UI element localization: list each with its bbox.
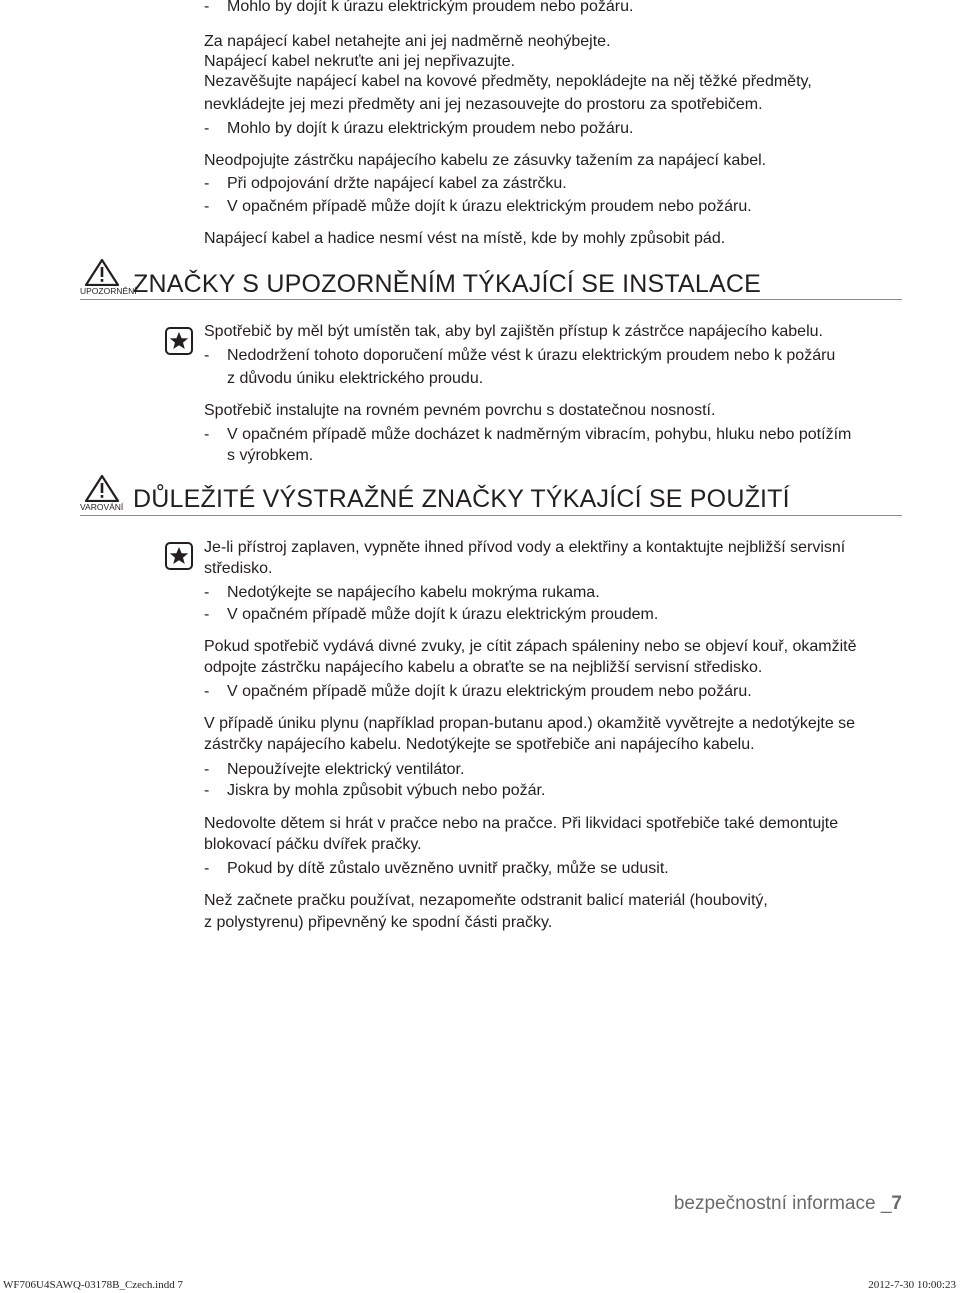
paragraph-line: Napájecí kabel a hadice nesmí vést na místě, kde by mohly způsobit pád. <box>204 230 726 247</box>
paragraph-line: Nezavěšujte napájecí kabel na kovové předměty, nepokládejte na něj těžké předměty, <box>204 73 812 90</box>
paragraph-line: nevkládejte jej mezi předměty ani jej nezasouvejte do prostoru za spotřebičem. <box>204 96 763 113</box>
bullet-text: Nedodržení tohoto doporučení může vést k úrazu elektrickým proudem nebo k požáru <box>227 347 836 364</box>
bullet-dash: - <box>204 347 210 364</box>
paragraph-line: Je-li přístroj zaplaven, vypněte ihned přívod vody a elektřiny a kontaktujte nejbližší servisní <box>204 539 846 556</box>
bullet-dash: - <box>204 0 210 15</box>
section-name: bezpečnostní informace _ <box>673 1193 892 1214</box>
paragraph-line: Napájecí kabel nekruťte ani jej nepřivazujte. <box>204 53 516 70</box>
bullet-dash: - <box>204 606 210 623</box>
bullet-text: V opačném případě může dojít k úrazu elektrickým proudem. <box>227 606 659 623</box>
bullet-text: Jiskra by mohla způsobit výbuch nebo požár. <box>227 782 546 799</box>
bullet-text: Nedotýkejte se napájecího kabelu mokrýma rukama. <box>227 584 600 601</box>
warning-label: VAROVÁNÍ <box>80 502 124 512</box>
section-heading: DŮLEŽITÉ VÝSTRAŽNÉ ZNAČKY TÝKAJÍCÍ SE POUŽITÍ <box>133 485 790 513</box>
paragraph-line: V případě úniku plynu (například propan-butanu apod.) okamžitě vyvětrejte a nedotýkejte se <box>204 715 856 732</box>
heading-rule <box>80 299 902 300</box>
paragraph-line: Než začnete pračku používat, nezapomeňte odstranit balicí materiál (houbovitý, <box>204 892 768 909</box>
paragraph-line: Nedovolte dětem si hrát v pračce nebo na pračce. Při likvidaci spotřebiče také demontujte <box>204 815 839 832</box>
bullet-dash: - <box>204 860 210 877</box>
paragraph-line: blokovací páčku dvířek pračky. <box>204 836 422 853</box>
warning-triangle-icon <box>84 258 120 286</box>
paragraph-line: Za napájecí kabel netahejte ani jej nadměrně neohýbejte. <box>204 33 611 50</box>
caution-label: UPOZORNĚNÍ <box>80 286 137 296</box>
bullet-text: V opačném případě může docházet k nadměrným vibracím, pohybu, hluku nebo potížím <box>227 426 852 443</box>
bullet-text: s výrobkem. <box>227 447 314 464</box>
bullet-dash: - <box>204 683 210 700</box>
section-heading: ZNAČKY S UPOZORNĚNÍM TÝKAJÍCÍ SE INSTALACE <box>133 270 761 298</box>
paragraph-line: odpojte zástrčku napájecího kabelu a obraťte se na nejbližší servisní středisko. <box>204 659 763 676</box>
paragraph-line: Spotřebič instalujte na rovném pevném povrchu s dostatečnou nosností. <box>204 402 716 419</box>
heading-rule <box>80 515 902 516</box>
paragraph-line: z polystyrenu) připevněný ke spodní části pračky. <box>204 914 553 931</box>
print-timestamp: 2012-7-30 10:00:23 <box>868 1279 956 1291</box>
star-icon <box>165 327 193 355</box>
warning-triangle-icon <box>84 474 120 502</box>
bullet-dash: - <box>204 120 210 137</box>
bullet-text: Mohlo by dojít k úrazu elektrickým proudem nebo požáru. <box>227 0 634 15</box>
bullet-text: Pokud by dítě zůstalo uvězněno uvnitř pračky, může se udusit. <box>227 860 669 877</box>
bullet-text: V opačném případě může dojít k úrazu elektrickým proudem nebo požáru. <box>227 683 752 700</box>
paragraph-line: Spotřebič by měl být umístěn tak, aby byl zajištěn přístup k zástrčce napájecího kabelu. <box>204 323 823 340</box>
bullet-text: V opačném případě může dojít k úrazu elektrickým proudem nebo požáru. <box>227 198 752 215</box>
bullet-dash: - <box>204 175 210 192</box>
bullet-text: Při odpojování držte napájecí kabel za zástrčku. <box>227 175 567 192</box>
paragraph-line: zástrčky napájecího kabelu. Nedotýkejte se spotřebiče ani napájecího kabelu. <box>204 736 755 753</box>
print-file-name: WF706U4SAWQ-03178B_Czech.indd 7 <box>3 1279 183 1291</box>
bullet-dash: - <box>204 426 210 443</box>
bullet-text: Mohlo by dojít k úrazu elektrickým proudem nebo požáru. <box>227 120 634 137</box>
page-footer <box>674 1193 902 1215</box>
bullet-dash: - <box>204 584 210 601</box>
page-number: 7 <box>891 1193 902 1214</box>
star-icon <box>165 542 193 570</box>
paragraph-line: Pokud spotřebič vydává divné zvuky, je cítit zápach spáleniny nebo se objeví kouř, okamžitě <box>204 638 857 655</box>
bullet-dash: - <box>204 782 210 799</box>
bullet-dash: - <box>204 198 210 215</box>
paragraph-line: Neodpojujte zástrčku napájecího kabelu ze zásuvky tažením za napájecí kabel. <box>204 152 767 169</box>
bullet-dash: - <box>204 761 210 778</box>
bullet-text: Nepoužívejte elektrický ventilátor. <box>227 761 465 778</box>
bullet-text: z důvodu úniku elektrického proudu. <box>227 370 484 387</box>
paragraph-line: středisko. <box>204 560 273 577</box>
